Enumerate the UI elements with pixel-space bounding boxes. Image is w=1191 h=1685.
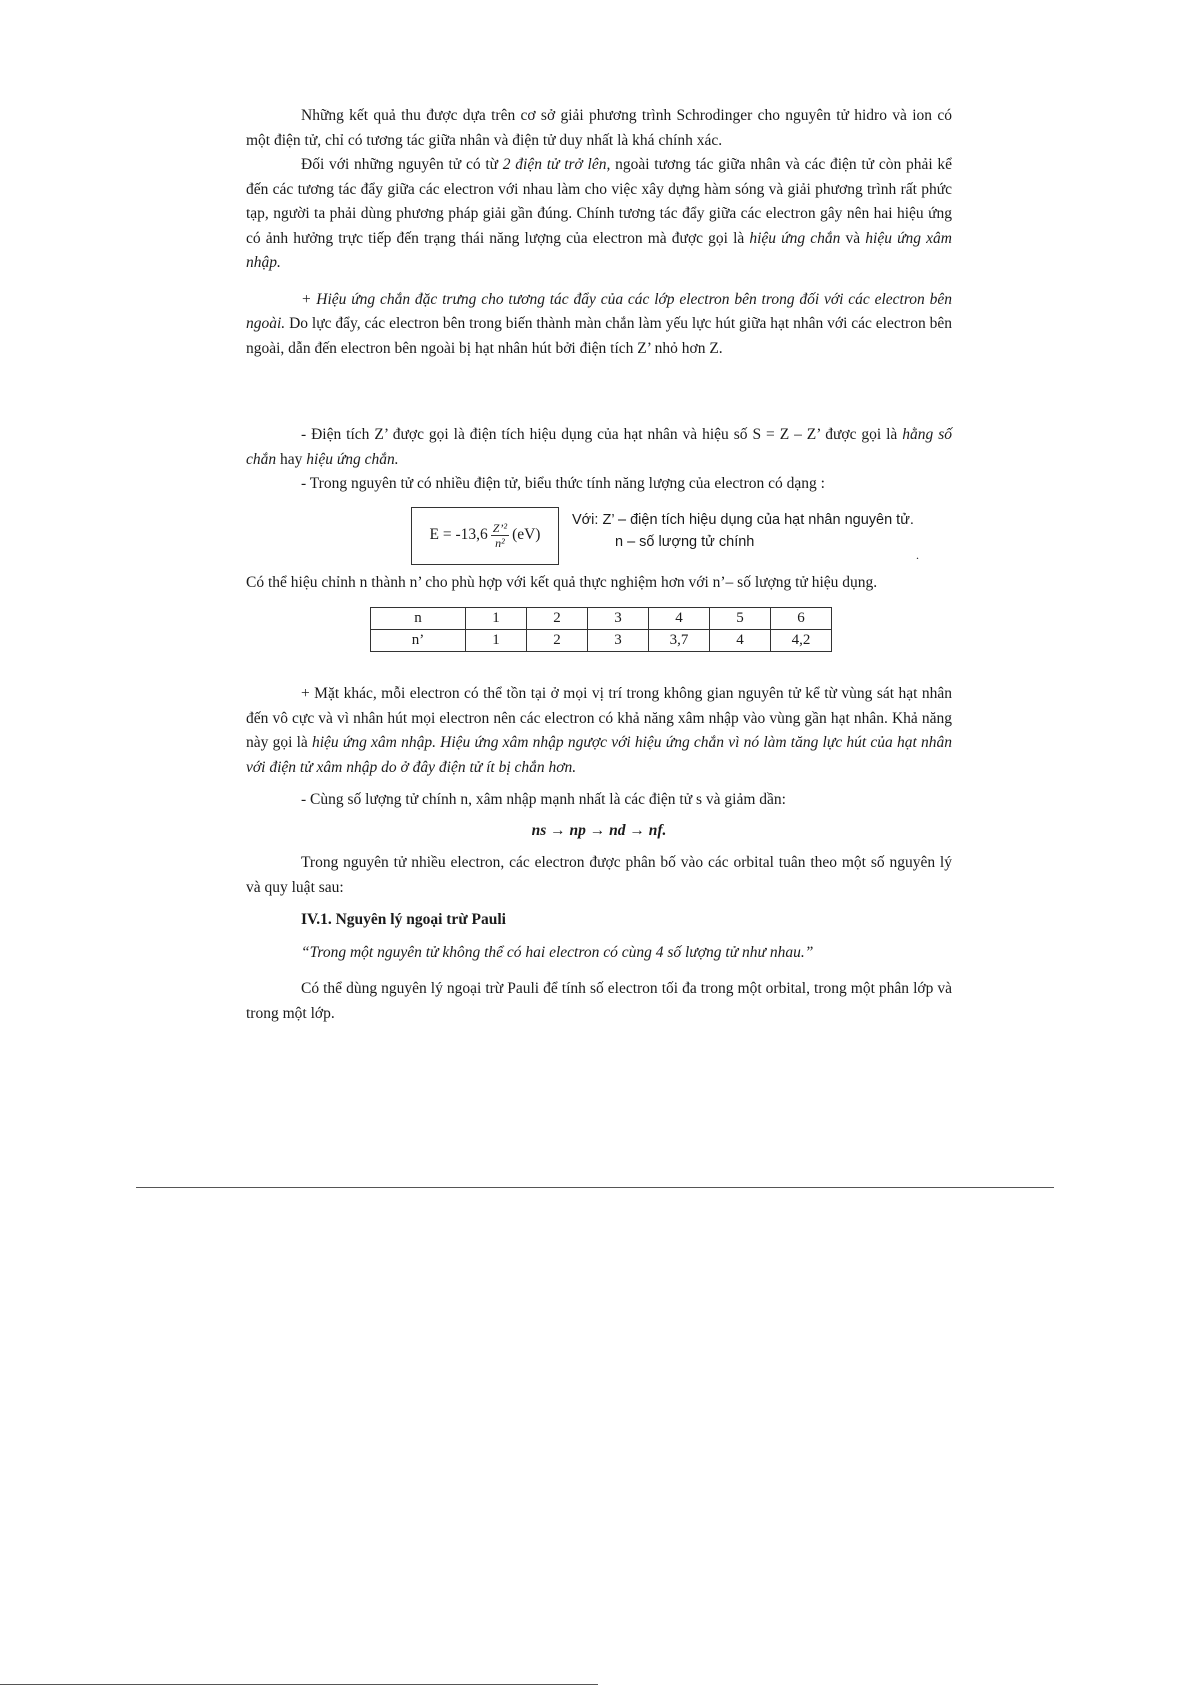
italic-run: 2 điện tử trở lên, [502,156,611,173]
table-cell: 3,7 [649,630,710,652]
text-run: + Mặt khác, mỗi electron có thể tồn tại ở mọi vị trí trong không gian nguyên tử kể từ vùng sát hạt nhân đến vô cực và vì nhân hút mọi electron nên các electron có khả năng xâm nhập vào vùng gần hạt nhân. Khả năng này gọi là [246,685,952,751]
energy-formula-block [246,507,952,571]
table-cell: n’ [371,630,466,652]
energy-formula-box [411,507,559,565]
table-cell: 4,2 [771,630,832,652]
table-cell: 1 [466,630,527,652]
formula-unit: (eV) [512,526,541,544]
document-page [246,104,952,1026]
text-run: ngoài tương tác giữa nhân và các điện tử còn phải kể đến các tương tác đẩy giữa các electron với nhau làm cho việc xây dựng hàm sóng và giải phương trình rất phức tạp, người ta phải dùng phương pháp giải gần đúng. Chính tương tác đẩy giữa các electron gây nên hai hiệu ứng có ảnh hưởng trực tiếp đến trạng thái năng lượng của electron mà được gọi là [246,156,953,247]
paragraph-schrodinger: Những kết quả thu được dựa trên cơ sở giải phương trình Schrodinger cho nguyên tử hidro và ion có một điện tử, chỉ có tương tác giữa nhân và điện tử duy nhất là khá chính xác. [246,107,952,149]
formula-lhs: E = -13,6 [429,526,488,544]
paragraph-pauli-usage: Có thể dùng nguyên lý ngoại trừ Pauli để tính số electron tối đa trong một orbital, trong một phân lớp và trong một lớp. [246,980,952,1022]
paragraph-effective-quantum-number: Có thể hiệu chỉnh n thành n’ cho phù hợp với kết quả thực nghiệm hơn với n’– số lượng tử hiệu dụng. [246,573,878,591]
text-run: - Điện tích Z’ được gọi là điện tích hiệu dụng của hạt nhân và hiệu số S = Z – Z’ được gọi là [301,426,903,443]
text-run: hay [276,450,307,468]
penetration-sequence: ns → np → nd → nf. [531,821,667,839]
table-cell: 1 [466,608,527,630]
table-row [371,630,832,652]
formula-legend-line1: Với: Z’ – điện tích hiệu dụng của hạt nhân nguyên tử. [572,511,914,528]
italic-run: + Hiệu ứng chắn đặc trưng cho tương tác đẩy của các lớp electron bên trong đối với các electron bên ngoài. [246,290,952,332]
italic-run: hiệu ứng xâm nhập. Hiệu ứng xâm nhập ngược với hiệu ứng chắn vì nó làm tăng lực hút của hạt nhân với điện tử xâm nhập do ở đây điện tử ít bị chắn hơn. [246,734,953,776]
paragraph-shielding-effect [246,288,952,362]
paragraph-multi-electron [246,153,952,276]
formula-numerator: Z’² [492,521,508,535]
italic-run: hiệu ứng chắn. [306,450,399,468]
section-heading-pauli: IV.1. Nguyên lý ngoại trừ Pauli [301,911,506,928]
table-cell: 5 [710,608,771,630]
formula-legend-line2: n – số lượng tử chính [615,533,755,550]
formula-denominator: n² [495,536,505,550]
italic-run: hiệu ứng chắn [749,229,841,247]
paragraph-effective-charge [246,423,952,472]
table-cell: 4 [649,608,710,630]
paragraph-orbital-rules: Trong nguyên tử nhiều electron, các electron được phân bố vào các orbital tuân theo một số nguyên lý và quy luật sau: [246,854,952,896]
table-cell: 2 [527,608,588,630]
page-divider [136,1187,1054,1188]
table-row [371,608,832,630]
table-cell: 2 [527,630,588,652]
stray-mark: . [916,547,919,562]
paragraph-energy-expression: - Trong nguyên tử có nhiều điện tử, biểu thức tính năng lượng của electron có dạng : [301,475,825,492]
text-run: Do lực đẩy, các electron bên trong biến thành màn chắn làm yếu lực hút giữa hạt nhân với các electron bên ngoài, dẫn đến electron bên ngoài bị hạt nhân hút bởi điện tích Z’ nhỏ hơn Z. [246,315,952,357]
quantum-number-table [370,607,832,652]
italic-run: hiệu ứng xâm nhập. [246,229,952,271]
italic-run: hằng số chắn [246,426,952,468]
paragraph-penetration-order: - Cùng số lượng tử chính n, xâm nhập mạnh nhất là các điện tử s và giảm dần: [301,791,786,808]
formula-legend [572,509,952,553]
table-cell: 4 [710,630,771,652]
pauli-principle-quote: “Trong một nguyên tử không thể có hai electron có cùng 4 số lượng tử như nhau.” [301,943,814,961]
text-run: Đối với những nguyên tử có từ [301,156,503,173]
text-run: và [840,229,866,247]
table-cell: 6 [771,608,832,630]
paragraph-penetration-effect [246,682,952,780]
formula-fraction [491,521,509,550]
table-cell: n [371,608,466,630]
table-cell: 3 [588,608,649,630]
table-cell: 3 [588,630,649,652]
